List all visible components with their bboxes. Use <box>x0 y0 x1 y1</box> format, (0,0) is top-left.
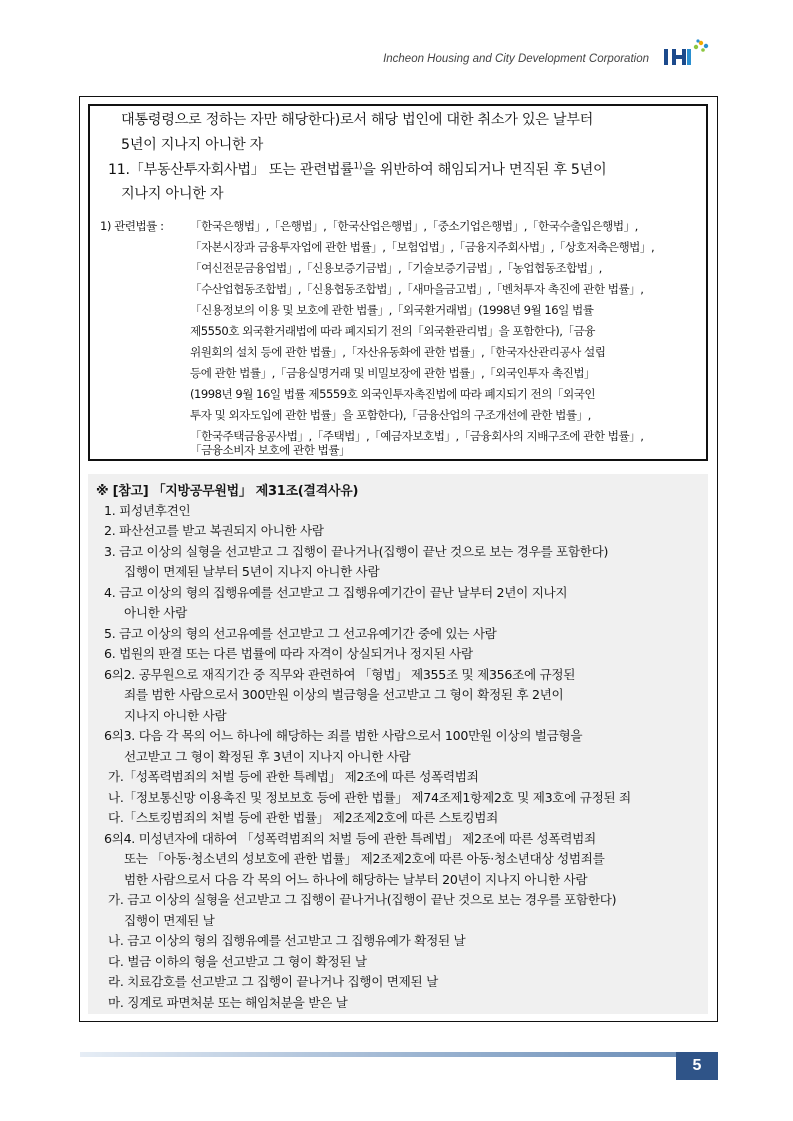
reference-line: 다.「스토킹범죄의 처벌 등에 관한 법률」 제2조제2호에 따른 스토킹범죄 <box>108 810 499 825</box>
reference-line: 6의2. 공무원으로 재직기간 중 직무와 관련하여 「형법」 제355조 및 제356조에 규정된 <box>104 667 576 682</box>
footnote-line: 「한국주택금융공사법」,「주택법」,「예금자보호법」,「금융회사의 지배구조에 관한 법률」, <box>190 429 644 443</box>
reference-line: 지나지 아니한 사람 <box>124 708 227 723</box>
reference-line: 3. 금고 이상의 실형을 선고받고 그 집행이 끝나거나(집행이 끝난 것으로 보는 경우를 포함한다) <box>104 544 609 559</box>
reference-line: 나. 금고 이상의 형의 집행유예를 선고받고 그 집행유예가 확정된 날 <box>108 933 466 948</box>
footnote-line: 등에 관한 법률」,「금융실명거래 및 비밀보장에 관한 법률」,「외국인투자 촉진법」 <box>190 366 596 380</box>
footnote-line: 위원회의 설치 등에 관한 법률」,「자산유동화에 관한 법률」,「한국자산관리공사 설립 <box>190 345 606 359</box>
footnote-line: 「신용정보의 이용 및 보호에 관한 법률」,「외국환거래법」(1998년 9월 16일 법률 <box>190 303 594 317</box>
reference-line: 마. 징계로 파면처분 또는 해임처분을 받은 날 <box>108 995 348 1010</box>
footnote-line: 「한국은행법」,「은행법」,「한국산업은행법」,「중소기업은행법」,「한국수출입은행법」, <box>190 219 638 233</box>
reference-line: 또는 「아동·청소년의 성보호에 관한 법률」 제2조제2호에 따른 아동·청소년대상 성범죄를 <box>124 851 605 866</box>
continuation-line-1: 대통령령으로 정하는 자만 해당한다)로서 해당 법인에 대한 취소가 있은 날부터 <box>121 112 594 128</box>
reference-line: 2. 파산선고를 받고 복권되지 아니한 사람 <box>104 523 324 538</box>
reference-line: 6. 법원의 판결 또는 다른 법률에 따라 자격이 상실되거나 정지된 사람 <box>104 646 473 661</box>
footnote-line: 「금융소비자 보호에 관한 법률」 <box>190 443 351 457</box>
reference-line: 라. 치료감호를 선고받고 그 집행이 끝나거나 집행이 면제된 날 <box>108 974 438 989</box>
reference-line: 나.「정보통신망 이용촉진 및 정보보호 등에 관한 법률」 제74조제1항제2호 및 제3호에 규정된 죄 <box>108 790 631 805</box>
reference-line: 죄를 범한 사람으로서 300만원 이상의 벌금형을 선고받고 그 형이 확정된 후 2년이 <box>124 687 564 702</box>
footnote-label: 1) 관련법률 : <box>100 219 164 233</box>
footnote-ref: 1) <box>353 161 363 172</box>
reference-line: 4. 금고 이상의 형의 집행유예를 선고받고 그 집행유예기간이 끝난 날부터 2년이 지나지 <box>104 585 568 600</box>
reference-line: 선고받고 그 형이 확정된 후 3년이 지나지 아니한 사람 <box>124 749 411 764</box>
reference-title: ※ [참고] 「지방공무원법」 제31조(결격사유) <box>96 484 359 499</box>
item-11-text-pre: 11.「부동산투자회사법」 또는 관련법률 <box>108 162 354 178</box>
item-11-line-2: 지나지 아니한 자 <box>121 186 224 202</box>
ih-logo-icon <box>660 37 720 71</box>
item-11-text-post: 을 위반하여 해임되거나 면직된 후 5년이 <box>362 162 607 178</box>
reference-line: 집행이 면제된 날부터 5년이 지나지 아니한 사람 <box>124 564 380 579</box>
footnote-line: 제5550호 외국환거래법에 따라 폐지되기 전의「외국환관리법」을 포함한다),「금융 <box>190 324 595 338</box>
reference-line: 집행이 면제된 날 <box>124 913 215 928</box>
footnote-line: 「여신전문금융업법」,「신용보증기금법」,「기술보증기금법」,「농업협동조합법」, <box>190 261 602 275</box>
page-number: 5 <box>676 1052 718 1080</box>
reference-line: 1. 피성년후견인 <box>104 503 191 518</box>
reference-line: 가. 금고 이상의 실형을 선고받고 그 집행이 끝나거나(집행이 끝난 것으로 보는 경우를 포함한다) <box>108 892 617 907</box>
header-organization-name: Incheon Housing and City Development Corporation <box>383 53 649 65</box>
footnote-line: 「수산업협동조합법」,「신용협동조합법」,「새마을금고법」,「벤처투자 촉진에 관한 법률」, <box>190 282 644 296</box>
footer-rule <box>80 1052 676 1057</box>
reference-line: 가.「성폭력범죄의 처벌 등에 관한 특례법」 제2조에 따른 성폭력범죄 <box>108 769 479 784</box>
item-11-line-1 <box>108 159 606 179</box>
reference-line: 5. 금고 이상의 형의 선고유예를 선고받고 그 선고유예기간 중에 있는 사람 <box>104 626 497 641</box>
footnote-line: 투자 및 외자도입에 관한 법률」을 포함한다),「금융산업의 구조개선에 관한 법률」, <box>190 408 591 422</box>
reference-line: 다. 벌금 이하의 형을 선고받고 그 형이 확정된 날 <box>108 954 367 969</box>
footnote-line: 「자본시장과 금융투자업에 관한 법률」,「보험업법」,「금융지주회사법」,「상호저축은행법」, <box>190 240 655 254</box>
reference-line: 범한 사람으로서 다음 각 목의 어느 하나에 해당하는 날부터 20년이 지나지 아니한 사람 <box>124 872 588 887</box>
continuation-line-2: 5년이 지나지 아니한 자 <box>121 137 264 153</box>
reference-line: 6의3. 다음 각 목의 어느 하나에 해당하는 죄를 범한 사람으로서 100만원 이상의 벌금형을 <box>104 728 583 743</box>
footnote-line: (1998년 9월 16일 법률 제5559호 외국인투자촉진법에 따라 폐지되기 전의「외국인 <box>190 387 596 401</box>
reference-line: 6의4. 미성년자에 대하여 「성폭력범죄의 처벌 등에 관한 특례법」 제2조에 따른 성폭력범죄 <box>104 831 596 846</box>
reference-line: 아니한 사람 <box>124 605 188 620</box>
